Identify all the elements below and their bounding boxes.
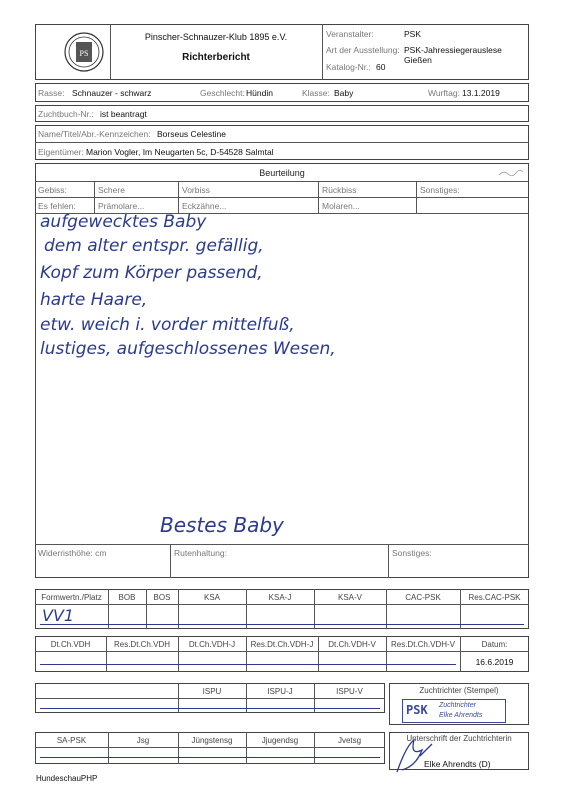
footer-label: HundeschauPHP xyxy=(36,774,98,783)
col-ispu: ISPU xyxy=(202,687,222,696)
col-bos: BOS xyxy=(153,593,171,602)
art-value-1: PSK-Jahressiegerauslese xyxy=(404,45,502,55)
club-name: Pinscher-Schnauzer-Klub 1895 e.V. xyxy=(144,32,288,42)
handwritten-line-1: aufgewecktes Baby xyxy=(40,212,207,232)
geschlecht-label: Geschlecht: xyxy=(200,88,245,98)
stamp-main: PSK xyxy=(406,703,428,717)
col-datum: Datum: xyxy=(481,640,508,649)
sonstiges-label: Sonstiges: xyxy=(420,185,460,195)
name-label: Name/Titel/Abr.-Kennzeichen: xyxy=(38,129,151,139)
col-jsg: Jsg xyxy=(136,736,150,745)
col-dtch-vdh: Dt.Ch.VDH xyxy=(50,640,91,649)
handwritten-verdict: Bestes Baby xyxy=(160,513,284,537)
art-label: Art der Ausstellung: xyxy=(326,45,400,55)
col-bob: BOB xyxy=(118,593,136,602)
klasse-label: Klasse: xyxy=(302,88,330,98)
col-dtch-vdh-j: Dt.Ch.VDH-J xyxy=(188,640,236,649)
signature-name: Elke Ahrendts (D) xyxy=(424,759,491,769)
pencil-mark-icon xyxy=(498,165,524,175)
rasse-label: Rasse: xyxy=(38,88,65,98)
formwert-value: VV1 xyxy=(42,606,75,625)
col-res-dtch-vdh: Res.Dt.Ch.VDH xyxy=(113,640,170,649)
measures-sonstiges-label: Sonstiges: xyxy=(392,548,432,558)
handwritten-line-2: dem alter entspr. gefällig, xyxy=(44,236,264,256)
zuchtrichter-label: Zuchtrichter (Stempel) xyxy=(419,686,499,695)
col-cac-psk: CAC-PSK xyxy=(405,593,441,602)
gebiss-label: Gebiss: xyxy=(38,185,67,195)
col-formwert: Formwertn./Platz xyxy=(41,593,102,602)
katalog-label: Katalog-Nr.: xyxy=(326,62,371,72)
veranstalter-value: PSK xyxy=(404,29,422,39)
col-dtch-vdh-v: Dt.Ch.VDH-V xyxy=(328,640,376,649)
eckzaehne-label: Eckzähne... xyxy=(182,201,227,211)
col-jvetsg: Jvetsg xyxy=(337,736,362,745)
eigentuemer-label: Eigentümer: xyxy=(38,147,84,157)
klasse-value: Baby xyxy=(334,88,354,98)
col-ksa-v: KSA-V xyxy=(337,593,362,602)
col-res-cac-psk: Res.CAC-PSK xyxy=(468,593,521,602)
datum-value: 16.6.2019 xyxy=(475,657,514,667)
veranstalter-label: Veranstalter: xyxy=(326,29,374,39)
vorbiss-label: Vorbiss xyxy=(182,185,210,195)
zuchtbuch-value: ist beantragt xyxy=(100,109,147,119)
col-ispu-v: ISPU-V xyxy=(336,687,363,696)
club-logo xyxy=(64,30,104,74)
widerrist-label: Widerristhöhe: cm xyxy=(38,548,107,558)
col-ispu-j: ISPU-J xyxy=(267,687,293,696)
stamp-line-1: Zuchtrichter xyxy=(439,702,476,709)
name-value: Borseus Celestine xyxy=(157,129,226,139)
praemolare-label: Prämolare... xyxy=(98,201,145,211)
rutenhaltung-label: Rutenhaltung: xyxy=(174,548,227,558)
wurftag-value: 13.1.2019 xyxy=(462,88,500,98)
eigentuemer-value: Marion Vogler, Im Neugarten 5c, D-54528 Salmtal xyxy=(86,147,274,157)
art-value-2: Gießen xyxy=(404,55,432,65)
katalog-value: 60 xyxy=(376,62,386,72)
handwritten-line-4: harte Haare, xyxy=(40,290,148,310)
col-res-dtch-vdh-v: Res.Dt.Ch.VDH-V xyxy=(390,640,455,649)
signature-label: Unterschrift der Zuchtrichterin xyxy=(406,734,512,743)
rueckbiss-label: Rückbiss xyxy=(322,185,357,195)
schere-label: Schere xyxy=(98,185,125,195)
col-ksa: KSA xyxy=(203,593,220,602)
col-res-dtch-vdh-j: Res.Dt.Ch.VDH-J xyxy=(250,640,314,649)
report-title: Richterbericht xyxy=(182,52,250,63)
beurteilung-title: Beurteilung xyxy=(259,168,305,178)
col-jjugendsg: Jjugendsg xyxy=(261,736,299,745)
svg-text:PS: PS xyxy=(79,49,89,58)
es-fehlen-label: Es fehlen: xyxy=(38,201,76,211)
wurftag-label: Wurftag: xyxy=(428,88,460,98)
col-juengstensg: Jüngstensg xyxy=(191,736,233,745)
handwritten-line-3: Kopf zum Körper passend, xyxy=(40,263,263,283)
judge-stamp xyxy=(402,699,506,723)
molaren-label: Molaren... xyxy=(322,201,360,211)
handwritten-line-5: etw. weich i. vorder mittelfuß, xyxy=(40,315,295,335)
geschlecht-value: Hündin xyxy=(246,88,273,98)
zuchtbuch-label: Zuchtbuch-Nr.: xyxy=(38,109,94,119)
rasse-value: Schnauzer - schwarz xyxy=(72,88,152,98)
col-ksa-j: KSA-J xyxy=(268,593,292,602)
stamp-line-2: Elke Ahrendts xyxy=(439,712,483,719)
handwritten-line-6: lustiges, aufgeschlossenes Wesen, xyxy=(40,339,336,359)
col-sa-psk: SA-PSK xyxy=(56,736,87,745)
